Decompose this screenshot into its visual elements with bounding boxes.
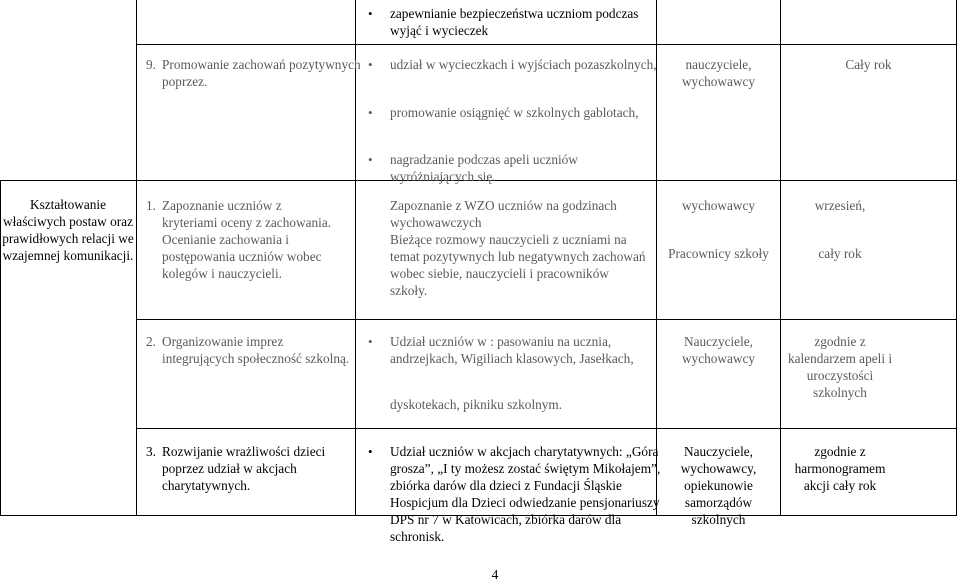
responsible-cell: nauczyciele, wychowawcy bbox=[681, 57, 756, 89]
list-item: • udział w wycieczkach i wyjściach pozaszkolnych, bbox=[366, 56, 660, 73]
responsible-cell: Nauczyciele, wychowawcy, opiekunowie samorządów szkolnych bbox=[680, 444, 757, 527]
area-cell: Kształtowanie właściwych postaw oraz prawidłowych relacji we wzajemnej komunikacji. bbox=[2, 197, 134, 263]
row-divider-3 bbox=[136, 428, 957, 429]
page-number: 4 bbox=[491, 567, 499, 582]
task-cell: 3. Rozwijanie wrażliwości dzieci poprzez udział w akcjach charytatywnych. bbox=[146, 444, 326, 493]
methods-cell: Zapoznanie z WZO uczniów na godzinach wychowawczych Bieżące rozmowy nauczycieli z uczniami na temat pozytywnych lub negatywnych zachowań wobec siebie, nauczycieli i pracowników szkoły. bbox=[390, 198, 646, 298]
deadline-cell: Cały rok bbox=[845, 57, 892, 72]
row-divider-top bbox=[136, 44, 957, 45]
table-border-right bbox=[956, 0, 957, 516]
methods-cell: dyskotekach, pikniku szkolnym. bbox=[390, 397, 563, 412]
list-item: • promowanie osiągnięć w szkolnych gablotach, bbox=[366, 104, 660, 121]
row-divider-2 bbox=[136, 319, 957, 320]
task-cell: 2. Organizowanie imprez integrujących społeczność szkolną. bbox=[146, 334, 350, 366]
list-item: • zapewnianie bezpieczeństwa uczniom podczas wyjąć i wycieczek bbox=[366, 5, 660, 39]
deadline-cell: zgodnie z harmonogramem akcji cały rok bbox=[794, 444, 886, 493]
deadline-cell: zgodnie z kalendarzem apeli i uroczystości szkolnych bbox=[787, 334, 893, 400]
task-cell: 1. Zapoznanie uczniów z kryteriami oceny z zachowania. Ocenianie zachowania i postępowania uczniów wobec kolegów i nauczycieli. bbox=[146, 198, 332, 281]
list-item: • Udział uczniów w akcjach charytatywnych: „Góra grosza”, „I ty możesz zostać świętym Mikołajem”, zbiórka darów dla dzieci z Fundacji Śląskie Hospicjum dla Dzieci odwiedzanie pensjonariuszy DPS nr 7 w Katowicach, zbiórka darów dla schronisk. bbox=[366, 443, 665, 545]
responsible-cell: Nauczyciele, wychowawcy bbox=[681, 334, 756, 366]
list-item: • Udział uczniów w : pasowaniu na ucznia, andrzejkach, Wigiliach klasowych, Jasełkach, bbox=[366, 333, 662, 367]
task-cell: 9. Promowanie zachowań pozytywnych poprzez. bbox=[146, 57, 361, 89]
table-border-left bbox=[0, 180, 1, 516]
deadline-cell: wrzesień, cały rok bbox=[814, 198, 866, 261]
col-divider-1 bbox=[136, 0, 137, 516]
responsible-cell: wychowawcy Pracownicy szkoły bbox=[668, 198, 769, 261]
list-item: • nagradzanie podczas apeli uczniów wyróżniających się. bbox=[366, 151, 660, 185]
